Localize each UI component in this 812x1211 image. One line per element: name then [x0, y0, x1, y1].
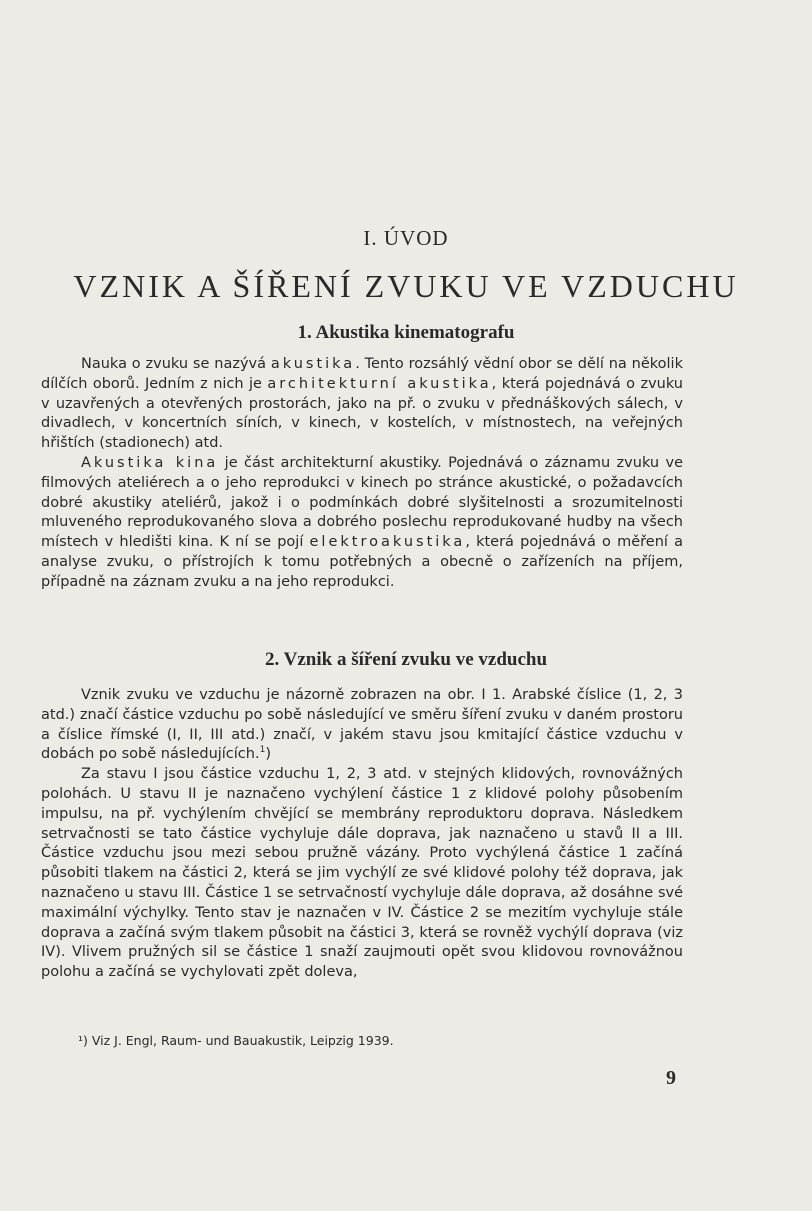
- paragraph: [41, 454, 683, 593]
- page-number: 9: [666, 1067, 676, 1089]
- text-span: . Tento rozsáhlý vědní obor se dělí na několik dílčích oborů. Jedním z nich je: [41, 356, 683, 392]
- text-span: , která pojednává o měření a analyse zvuku, o přístrojích k tomu potřebných a obecně o zařízeních na příjem, případně na záznam zvuku a na jeho reprodukci.: [41, 534, 683, 590]
- footnote: ¹) Viz J. Engl, Raum- und Bauakustik, Leipzig 1939.: [78, 1033, 394, 1048]
- text-span: ): [265, 746, 271, 763]
- section-body-2: [41, 686, 683, 983]
- paragraph: Za stavu I jsou částice vzduchu 1, 2, 3 atd. v stejných klidových, rovnovážných polohách. U stavu II je naznačeno vychýlení částice 1 z klidové polohy působením impulsu, na př. vychýlením chvějící se membrány reproduktoru doprava. Následkem setrvačnosti se tato částice vychyluje dále doprava, jak naznačeno u stavů II a III. Částice vzduchu jsou mezi sebou pružně vázány. Proto vychýlená částice 1 začíná působiti tlakem na částici 2, která se jim vychýlí ze své klidové polohy též doprava, jak naznačeno u stavu III. Částice 1 se setrvačností vychyluje dále doprava, až dosáhne své maximální výchylky. Tento stav je naznačen v IV. Částice 2 se mezitím vychyluje stále doprava a začíná svým tlakem působit na částici 3, která se rovněž vychýlí doprava (viz IV). Vlivem pružných sil se částice 1 snaží zaujmouti opět svou klidovou rovnovážnou polohu a začíná se vychylovati zpět doleva,: [41, 766, 683, 981]
- page-title: VZNIK A ŠÍŘENÍ ZVUKU VE VZDUCHU: [73, 268, 739, 304]
- emphasized-term: elektroakustika: [309, 534, 466, 551]
- emphasized-term: Akustika kina: [81, 454, 219, 471]
- section-body-1: [41, 355, 683, 593]
- paragraph: [41, 686, 683, 765]
- text-span: Nauka o zvuku se nazývá: [81, 356, 271, 372]
- emphasized-term: architekturní akustika: [267, 375, 492, 392]
- text-span: , která pojednává o zvuku v uzavřených a otevřených prostorách, jako na př. o zvuku v přednáškových sálech, v divadlech, v koncertních síních, v kinech, v kostelích, v místnostech, na veřejných hřištích (stadionech) atd.: [41, 375, 683, 452]
- paragraph: [41, 355, 683, 454]
- footnote-ref: 1: [259, 745, 266, 756]
- section-heading-1: 1. Akustika kinematografu: [297, 322, 515, 343]
- text-span: Vznik zvuku ve vzduchu je názorně zobrazen na obr. I 1. Arabské číslice (1, 2, 3 atd.) značí částice vzduchu po sobě následující ve směru šíření zvuku v daném prostoru a číslice římské (I, II, III atd.) značí, v jakém stavu jsou kmitající částice vzduchu v dobách po sobě následujících.: [41, 687, 683, 763]
- chapter-heading: I. ÚVOD: [363, 226, 449, 250]
- text-span: je část architekturní akustiky. Pojednává o záznamu zvuku ve filmových ateliérech a o jeho reprodukci v kinech po stránce akustické, o požadavcích dobré akustiky ateliérů, jakož i o podmínkách dobré slyšitelnosti a srozumitelnosti mluveného reprodukovaného slova a dobrého poslechu reprodukované hudby na všech místech v hledišti kina. K ní se pojí: [41, 454, 683, 551]
- emphasized-term: akustika: [270, 356, 356, 372]
- section-heading-2: 2. Vznik a šíření zvuku ve vzduchu: [264, 649, 548, 670]
